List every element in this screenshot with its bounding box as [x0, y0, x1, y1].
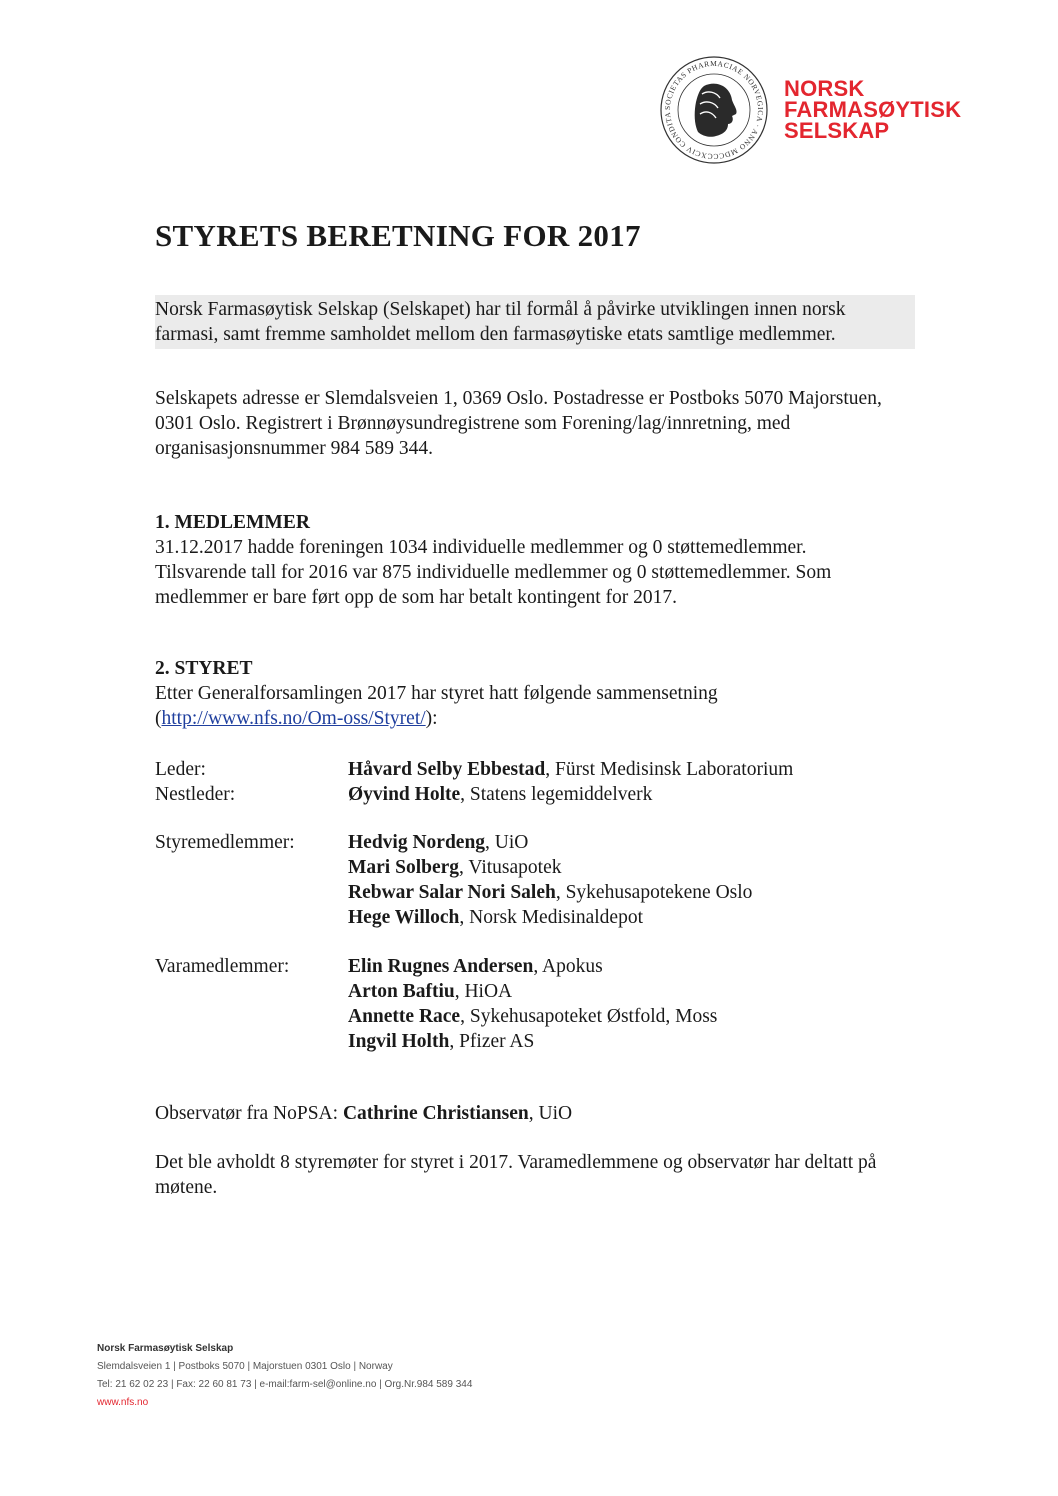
deputy-members-list [348, 954, 717, 1054]
member-name: Annette Race [348, 1006, 461, 1027]
observer-org: , UiO [528, 1103, 573, 1124]
logo-line-1: NORSK [784, 76, 865, 101]
logo-line-2: FARMASØYTISK [784, 97, 962, 122]
logo-line-3: SELSKAP [784, 118, 890, 143]
member-name: Håvard Selby Ebbestad [348, 759, 546, 780]
member-name: Arton Baftiu [348, 981, 455, 1002]
footer-org-name: Norsk Farmasøytisk Selskap [97, 1343, 234, 1354]
paren-open: ( [155, 708, 162, 729]
list-item [348, 979, 717, 1004]
board-section [155, 656, 955, 731]
section-heading: 2. STYRET [155, 658, 253, 679]
member-org: , HiOA [454, 981, 513, 1002]
board-intro: Etter Generalforsamlingen 2017 har styret hatt følgende sammensetning [155, 683, 718, 704]
seal-text: SOCIETAS PHARMACIAE NORVEGICA · ANNO MDCCCXCIV CONDITA [662, 58, 766, 162]
purpose-paragraph [155, 295, 915, 349]
board-members-list [348, 830, 752, 930]
footer-address: Slemdalsveien 1 | Postboks 5070 | Majorstuen 0301 Oslo | Norway [97, 1361, 393, 1372]
member-org: , Apokus [533, 956, 603, 977]
list-item [348, 905, 752, 930]
observer-name: Cathrine Christiansen [342, 1103, 529, 1124]
footer-contact: Tel: 21 62 02 23 | Fax: 22 60 81 73 | e-mail:farm-sel@online.no | Org.Nr.984 589 344 [97, 1379, 473, 1390]
member-name: Rebwar Salar Nori Saleh [348, 882, 556, 903]
list-item [348, 830, 752, 855]
observer-line [155, 1101, 572, 1126]
list-item [348, 880, 752, 905]
page-footer [97, 1340, 472, 1412]
members-section [155, 510, 955, 610]
meetings-paragraph [155, 1150, 965, 1200]
member-org: , Fürst Medisinsk Laboratorium [545, 759, 794, 780]
member-org: , Sykehusapotekene Oslo [555, 882, 753, 903]
member-name: Mari Solberg [348, 857, 460, 878]
address-paragraph [155, 386, 955, 461]
purpose-line: Norsk Farmasøytisk Selskap (Selskapet) har til formål å påvirke utviklingen innen norsk [155, 299, 846, 320]
society-seal [658, 54, 770, 166]
list-item [348, 954, 717, 979]
member-org: , UiO [485, 832, 529, 853]
observer-prefix: Observatør fra NoPSA: [155, 1103, 343, 1124]
footer-website-link[interactable]: www.nfs.no [97, 1397, 149, 1408]
section-heading: 1. MEDLEMMER [155, 512, 310, 533]
seal-graphic [658, 54, 770, 166]
address-line: organisasjonsnummer 984 589 344. [155, 438, 434, 459]
meetings-line: møtene. [155, 1177, 218, 1198]
member-name: Hedvig Nordeng [348, 832, 486, 853]
organization-logo [784, 78, 961, 141]
purpose-line: farmasi, samt fremme samholdet mellom den farmasøytiske etats samtlige medlemmer. [155, 324, 836, 345]
paren-close: ): [425, 708, 438, 729]
member-name: Hege Willoch [348, 907, 460, 928]
member-org: , Sykehusapoteket Østfold, Moss [460, 1006, 718, 1027]
leader-label: Leder: [155, 759, 206, 780]
member-name: Øyvind Holte [348, 784, 461, 805]
list-item [348, 855, 752, 880]
members-line: 31.12.2017 hadde foreningen 1034 individuelle medlemmer og 0 støttemedlemmer. [155, 537, 807, 558]
deputy-entry [348, 782, 652, 807]
member-org: , Statens legemiddelverk [460, 784, 653, 805]
members-line: medlemmer er bare ført opp de som har betalt kontingent for 2017. [155, 587, 678, 608]
meetings-line: Det ble avholdt 8 styremøter for styret i 2017. Varamedlemmene og observatør har deltatt på [155, 1152, 877, 1173]
board-link-line [155, 706, 955, 731]
address-line: Selskapets adresse er Slemdalsveien 1, 0369 Oslo. Postadresse er Postboks 5070 Majorstuen, [155, 388, 882, 409]
board-members-label: Styremedlemmer: [155, 832, 295, 853]
deputy-label: Nestleder: [155, 784, 236, 805]
list-item [348, 1004, 717, 1029]
member-name: Elin Rugnes Andersen [348, 956, 534, 977]
board-link[interactable]: http://www.nfs.no/Om-oss/Styret/ [161, 708, 426, 729]
member-org: , Vitusapotek [459, 857, 562, 878]
member-org: , Pfizer AS [449, 1031, 535, 1052]
document-title: STYRETS BERETNING FOR 2017 [155, 218, 641, 253]
deputy-members-label: Varamedlemmer: [155, 956, 290, 977]
leader-entry [348, 757, 793, 782]
member-name: Ingvil Holth [348, 1031, 450, 1052]
list-item [348, 1029, 717, 1054]
address-line: 0301 Oslo. Registrert i Brønnøysundregistrene som Forening/lag/innretning, med [155, 413, 791, 434]
members-line: Tilsvarende tall for 2016 var 875 individuelle medlemmer og 0 støttemedlemmer. Som [155, 562, 832, 583]
member-org: , Norsk Medisinaldepot [459, 907, 644, 928]
